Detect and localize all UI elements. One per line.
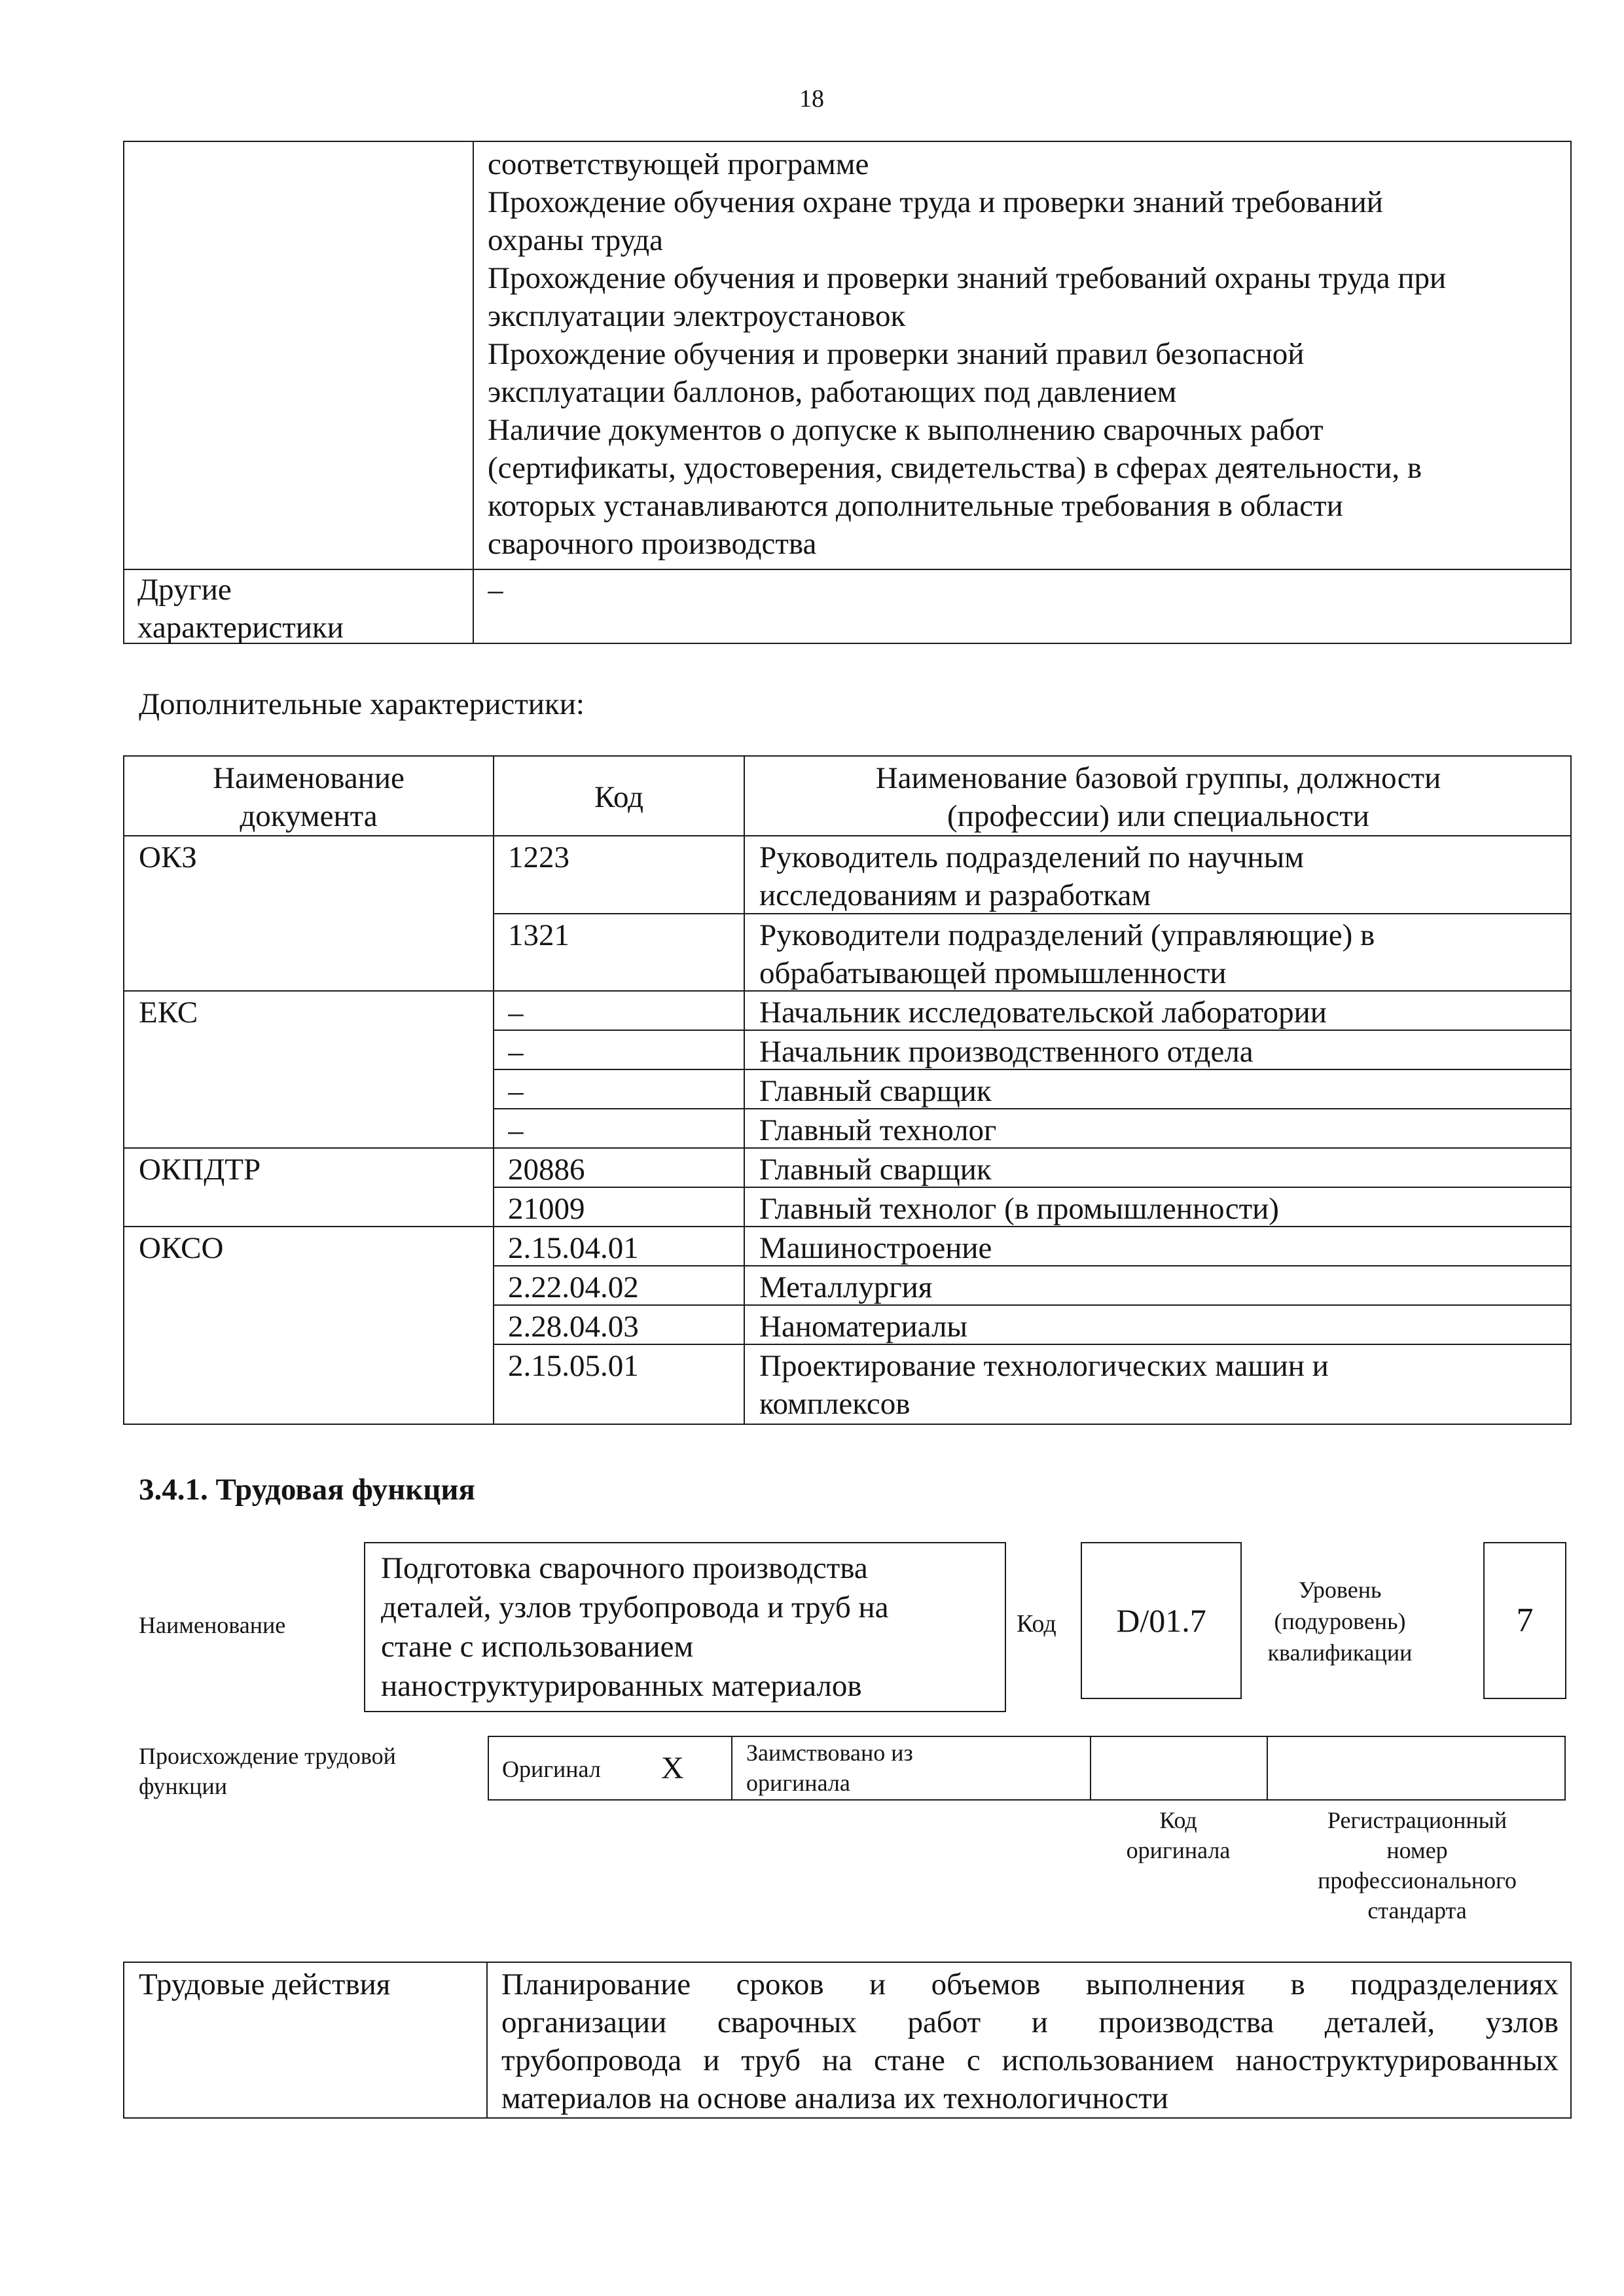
name-cell: Руководитель подразделений по научным исследованиям и разработкам bbox=[759, 840, 1304, 912]
name-cell: Начальник производственного отдела bbox=[759, 1035, 1254, 1069]
function-name-line: стане с использованием bbox=[381, 1630, 694, 1664]
code-cell: – bbox=[508, 996, 524, 1030]
code-cell: 2.28.04.03 bbox=[508, 1310, 639, 1344]
code-cell: – bbox=[508, 1035, 524, 1069]
original-code-caption: Код оригинала bbox=[1126, 1807, 1231, 1863]
requirements-line: Прохождение обучения и проверки знаний требований охраны труда при bbox=[488, 261, 1447, 295]
name-cell: Главный сварщик bbox=[759, 1153, 992, 1187]
code-cell: 2.22.04.02 bbox=[508, 1270, 639, 1304]
level-value: 7 bbox=[1516, 1602, 1534, 1639]
name-cell: Наноматериалы bbox=[759, 1310, 967, 1344]
level-box bbox=[1483, 1542, 1566, 1699]
function-code-value: D/01.7 bbox=[1116, 1602, 1206, 1639]
page-number: 18 bbox=[799, 85, 824, 113]
actions-text bbox=[501, 1965, 1559, 2117]
requirements-line: Наличие документов о допуске к выполнению сварочных работ bbox=[488, 413, 1324, 447]
name-cell: Главный технолог bbox=[759, 1113, 997, 1147]
function-code-box bbox=[1081, 1542, 1242, 1699]
requirements-line: эксплуатации баллонов, работающих под давлением bbox=[488, 375, 1177, 409]
code-cell: – bbox=[508, 1074, 524, 1108]
actions-line: материалов на основе анализа их технологичности bbox=[501, 2081, 1168, 2115]
name-cell: Руководители подразделений (управляющие) в обрабатывающей промышленности bbox=[759, 918, 1375, 990]
header-code: Код bbox=[594, 780, 644, 814]
requirements-line: эксплуатации электроустановок bbox=[488, 299, 906, 333]
additional-heading: Дополнительные характеристики: bbox=[139, 687, 585, 721]
section-heading: 3.4.1. Трудовая функция bbox=[139, 1473, 475, 1507]
original-mark: X bbox=[661, 1751, 684, 1785]
actions-line: организации сварочных работ и производства деталей, узлов bbox=[501, 2005, 1559, 2039]
original-code-cell bbox=[1091, 1737, 1267, 1799]
doc-okpdtr: ОКПДТР bbox=[139, 1153, 261, 1187]
doc-okso: ОКСО bbox=[139, 1231, 224, 1265]
requirements-line: (сертификаты, удостоверения, свидетельства) в сферах деятельности, в bbox=[488, 451, 1422, 485]
header-document: Наименование документа bbox=[213, 761, 405, 833]
code-cell: 2.15.05.01 bbox=[508, 1349, 639, 1383]
header-name: Наименование базовой группы, должности (профессии) или специальности bbox=[875, 761, 1441, 833]
actions-line: Планирование сроков и объемов выполнения в подразделениях bbox=[501, 1967, 1559, 2001]
name-cell: Главный сварщик bbox=[759, 1074, 992, 1108]
requirements-line: Прохождение обучения охране труда и проверки знаний требований bbox=[488, 185, 1383, 219]
other-characteristics-value: – bbox=[488, 573, 503, 607]
code-cell: – bbox=[508, 1113, 524, 1147]
function-name-line: деталей, узлов трубопровода и труб на bbox=[381, 1590, 889, 1624]
name-cell: Металлургия bbox=[759, 1270, 933, 1304]
borrowed-label: Заимствовано из оригинала bbox=[746, 1740, 913, 1796]
other-characteristics-label: Другие характеристики bbox=[137, 573, 344, 645]
actions-line: трубопровода и труб на стане с использованием наноструктурированных bbox=[501, 2043, 1559, 2077]
requirements-text bbox=[488, 145, 1561, 563]
function-name-line: Подготовка сварочного производства bbox=[381, 1551, 868, 1585]
registration-caption: Регистрационный номер профессионального стандарта bbox=[1318, 1807, 1517, 1924]
code-cell: 1223 bbox=[508, 840, 569, 874]
doc-okz: ОКЗ bbox=[139, 840, 197, 874]
name-cell: Главный технолог (в промышленности) bbox=[759, 1192, 1279, 1226]
code-label: Код bbox=[1017, 1610, 1056, 1638]
requirements-line: соответствующей программе bbox=[488, 147, 869, 181]
level-label: Уровень (подуровень) квалификации bbox=[1267, 1577, 1413, 1666]
doc-eks: ЕКС bbox=[139, 996, 198, 1030]
origin-label: Происхождение трудовой функции bbox=[139, 1743, 396, 1799]
name-cell: Машиностроение bbox=[759, 1231, 992, 1265]
requirements-line: которых устанавливаются дополнительные требования в области bbox=[488, 489, 1343, 523]
code-cell: 2.15.04.01 bbox=[508, 1231, 639, 1265]
requirements-line: охраны труда bbox=[488, 223, 663, 257]
name-label: Наименование bbox=[139, 1612, 286, 1638]
requirements-line: Прохождение обучения и проверки знаний правил безопасной bbox=[488, 337, 1305, 371]
name-cell: Проектирование технологических машин и комплексов bbox=[759, 1349, 1329, 1421]
actions-label: Трудовые действия bbox=[139, 1967, 391, 2001]
code-cell: 21009 bbox=[508, 1192, 585, 1226]
function-name-box bbox=[364, 1542, 1006, 1712]
function-name-line: наноструктурированных материалов bbox=[381, 1669, 862, 1703]
name-cell: Начальник исследовательской лаборатории bbox=[759, 996, 1327, 1030]
original-label: Оригинал bbox=[502, 1756, 601, 1782]
code-cell: 20886 bbox=[508, 1153, 585, 1187]
code-cell: 1321 bbox=[508, 918, 569, 952]
registration-number-cell bbox=[1268, 1737, 1564, 1799]
requirements-line: сварочного производства bbox=[488, 527, 817, 561]
